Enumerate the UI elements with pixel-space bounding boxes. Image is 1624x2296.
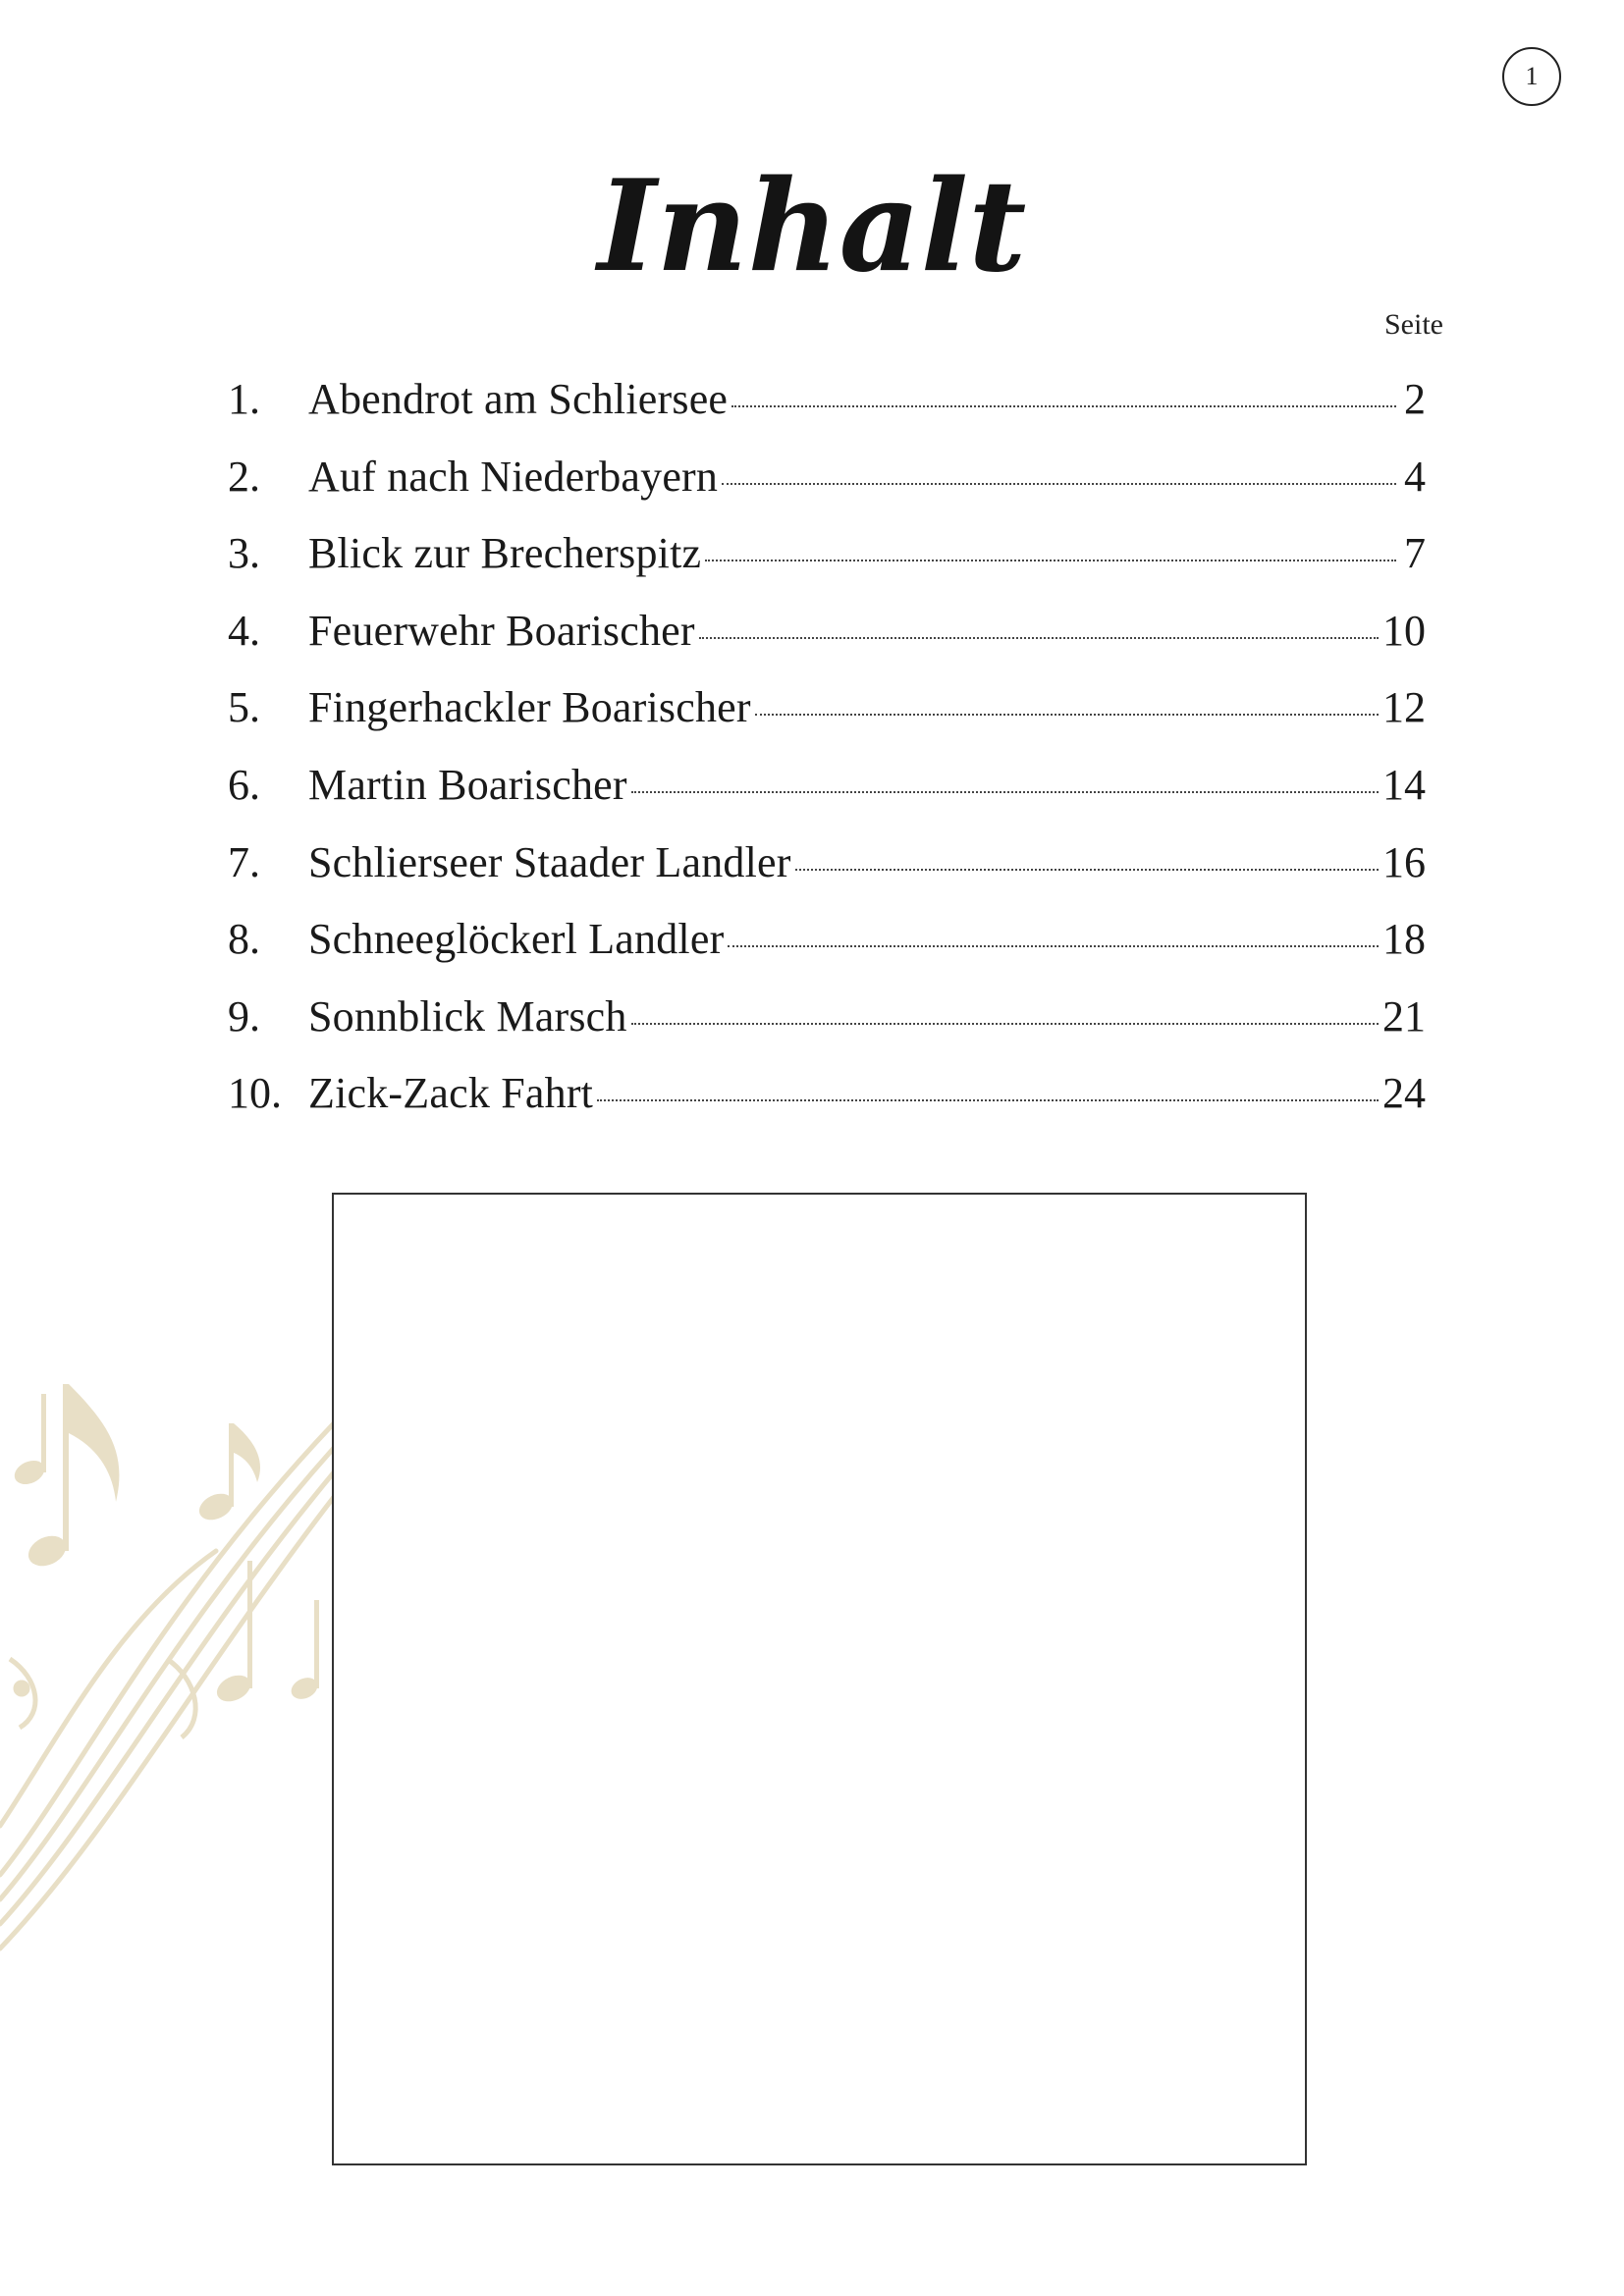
toc-entry-page: 16	[1382, 837, 1426, 886]
toc-entry-page: 14	[1382, 760, 1426, 809]
toc-entry-page: 7	[1404, 529, 1426, 578]
toc-entry-number: 6.	[228, 760, 260, 809]
music-ornament-graphic	[0, 1364, 334, 1953]
toc-entry-number: 7.	[228, 837, 260, 886]
toc-dot-leader	[705, 560, 1396, 561]
page-number: 1	[1525, 62, 1539, 90]
page-number-badge	[1502, 47, 1561, 106]
toc-entry-title: Abendrot am Schliersee	[308, 375, 729, 423]
toc-entry-title: Sonnblick Marsch	[308, 991, 627, 1041]
toc-entry-page: 24	[1382, 1069, 1426, 1118]
page-title	[0, 147, 1624, 304]
toc-entry-page: 2	[1404, 375, 1426, 423]
toc-dot-leader	[631, 1023, 1379, 1025]
toc-dot-leader	[631, 791, 1379, 793]
toc-entry-number: 2.	[228, 452, 260, 501]
toc-entry-number: 8.	[228, 915, 260, 964]
toc-entry[interactable]	[228, 439, 1426, 516]
page-title-script	[0, 147, 1624, 304]
image-placeholder-frame	[332, 1193, 1307, 2165]
toc-entry-title: Fingerhackler Boarischer	[308, 683, 751, 732]
toc-entry-number: 9.	[228, 991, 260, 1041]
toc-dot-leader	[731, 405, 1396, 407]
toc-entry-page: 18	[1382, 915, 1426, 964]
music-notes-swirl-icon	[0, 1364, 334, 1953]
toc-entry-number: 3.	[228, 529, 260, 578]
page-title-text: Inhalt	[597, 153, 1027, 300]
toc-entry[interactable]	[228, 979, 1426, 1056]
toc-entry-number: 1.	[228, 375, 260, 423]
toc-entry[interactable]	[228, 825, 1426, 902]
toc-entry[interactable]	[228, 669, 1426, 747]
toc-entry-title: Schneeglöckerl Landler	[308, 915, 725, 964]
toc-entry-title: Auf nach Niederbayern	[308, 452, 719, 501]
toc-entry-page: 4	[1404, 452, 1426, 501]
toc-entry[interactable]	[228, 515, 1426, 593]
toc-entry-title: Feuerwehr Boarischer	[308, 606, 695, 655]
toc-dot-leader	[728, 945, 1379, 947]
toc-entry-number: 5.	[228, 683, 260, 732]
toc-entry-title: Blick zur Brecherspitz	[308, 529, 702, 578]
toc-entry[interactable]	[228, 747, 1426, 825]
toc-entry-title: Martin Boarischer	[308, 760, 627, 809]
toc-entry-number: 10.	[228, 1069, 282, 1118]
toc-entry-page: 12	[1382, 683, 1426, 732]
toc-entry[interactable]	[228, 901, 1426, 979]
toc-entry[interactable]	[228, 361, 1426, 439]
toc-entry-number: 4.	[228, 606, 260, 655]
toc-entry-title: Schlierseer Staader Landler	[308, 837, 791, 886]
toc-dot-leader	[755, 714, 1379, 716]
toc-entry-page: 10	[1382, 606, 1426, 655]
table-of-contents	[228, 361, 1426, 1133]
toc-dot-leader	[699, 637, 1379, 639]
toc-dot-leader	[795, 869, 1379, 871]
toc-dot-leader	[722, 483, 1396, 485]
toc-entry-title: Zick-Zack Fahrt	[308, 1069, 594, 1118]
toc-dot-leader	[597, 1099, 1379, 1101]
toc-entry-page: 21	[1382, 991, 1426, 1041]
toc-entry[interactable]	[228, 593, 1426, 670]
toc-entry[interactable]	[228, 1055, 1426, 1133]
page-column-label: Seite	[1384, 308, 1443, 341]
